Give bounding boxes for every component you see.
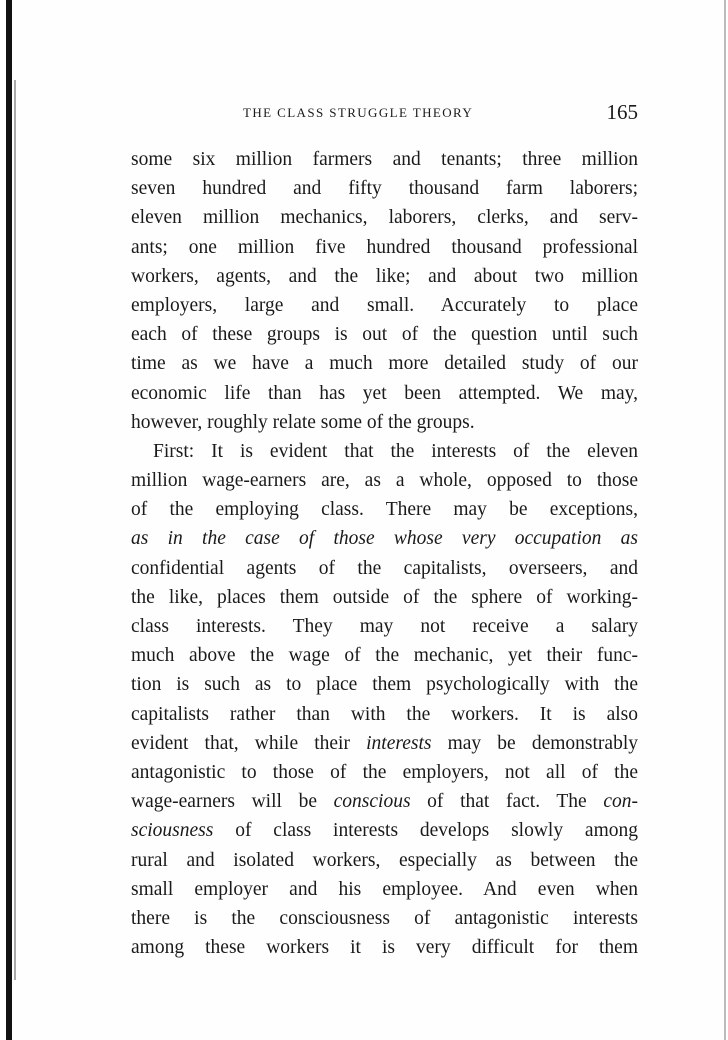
text-segment: ants; one million five hundred thousand professional <box>131 236 638 258</box>
text-segment: employers, large and small. Accurately to place <box>131 294 638 316</box>
page-number: 165 <box>606 100 638 124</box>
text-line <box>131 816 638 845</box>
text-segment: of the employing class. There may be exceptions, <box>131 499 638 521</box>
text-segment: the like, places them outside of the sphere of working- <box>131 586 638 608</box>
text-line <box>131 495 638 524</box>
text-segment: some six million farmers and tenants; three million <box>131 149 638 170</box>
text-line <box>131 233 638 262</box>
text-segment: First: It is evident that the interests of the eleven <box>153 440 638 462</box>
text-line <box>131 379 638 408</box>
text-line <box>131 466 638 495</box>
text-line <box>131 320 638 349</box>
italic-text: conscious <box>333 791 411 813</box>
text-line <box>131 758 638 787</box>
scan-edge-right <box>724 0 726 1040</box>
text-segment: of class interests develops slowly among <box>213 820 638 842</box>
scan-edge-left <box>6 0 12 1040</box>
text-segment: among these workers it is very difficult for them <box>131 937 638 959</box>
text-segment: eleven million mechanics, laborers, clerks, and serv- <box>131 207 638 229</box>
text-segment: million wage-earners are, as a whole, opposed to those <box>131 470 638 492</box>
text-segment: confidential agents of the capitalists, overseers, and <box>131 557 638 579</box>
text-line <box>131 203 638 232</box>
body-text <box>131 145 638 962</box>
text-segment: wage-earners will be <box>131 791 334 813</box>
text-line <box>131 904 638 933</box>
text-line <box>131 670 638 699</box>
text-line <box>131 641 638 670</box>
text-line <box>131 875 638 904</box>
running-head <box>131 100 638 126</box>
text-line <box>131 612 638 641</box>
running-title: THE CLASS STRUGGLE THEORY <box>243 105 474 120</box>
text-segment: capitalists rather than with the workers. It is also <box>131 703 638 725</box>
text-line <box>131 262 638 291</box>
text-segment: however, roughly relate some of the groups. <box>131 411 475 433</box>
text-line <box>131 174 638 203</box>
text-segment: economic life than has yet been attempted. We may, <box>131 382 638 404</box>
text-segment: time as we have a much more detailed study of our <box>131 353 638 375</box>
text-line <box>131 437 638 466</box>
text-line <box>131 700 638 729</box>
italic-text: sciousness <box>131 820 214 842</box>
text-segment: evident that, while their <box>131 732 367 754</box>
text-line <box>131 291 638 320</box>
text-line <box>131 583 638 612</box>
text-line <box>131 408 638 437</box>
text-line <box>131 846 638 875</box>
text-segment: each of these groups is out of the question until such <box>131 324 638 346</box>
italic-text: con- <box>603 791 638 813</box>
text-segment: seven hundred and fifty thousand farm laborers; <box>131 178 638 200</box>
text-line <box>131 524 638 553</box>
text-line <box>131 554 638 583</box>
text-segment: much above the wage of the mechanic, yet their func- <box>131 645 638 667</box>
scan-edge-shadow <box>14 80 16 980</box>
text-segment: there is the consciousness of antagonistic interests <box>131 907 638 929</box>
text-segment: tion is such as to place them psychologically with the <box>131 674 638 696</box>
text-line <box>131 787 638 816</box>
text-line <box>131 349 638 378</box>
text-segment: antagonistic to those of the employers, not all of the <box>131 761 638 783</box>
text-segment: class interests. They may not receive a salary <box>131 616 638 637</box>
italic-text: as in the case of those whose very occupation as <box>131 528 638 550</box>
text-line <box>131 933 638 962</box>
text-segment: of that fact. The <box>410 791 604 813</box>
text-segment: small employer and his employee. And even when <box>131 878 638 900</box>
text-segment: rural and isolated workers, especially as between the <box>131 849 638 871</box>
text-segment: workers, agents, and the like; and about two million <box>131 265 638 287</box>
text-line <box>131 729 638 758</box>
text-segment: may be demonstrably <box>431 732 638 754</box>
italic-text: interests <box>366 732 432 754</box>
text-line <box>131 145 638 174</box>
